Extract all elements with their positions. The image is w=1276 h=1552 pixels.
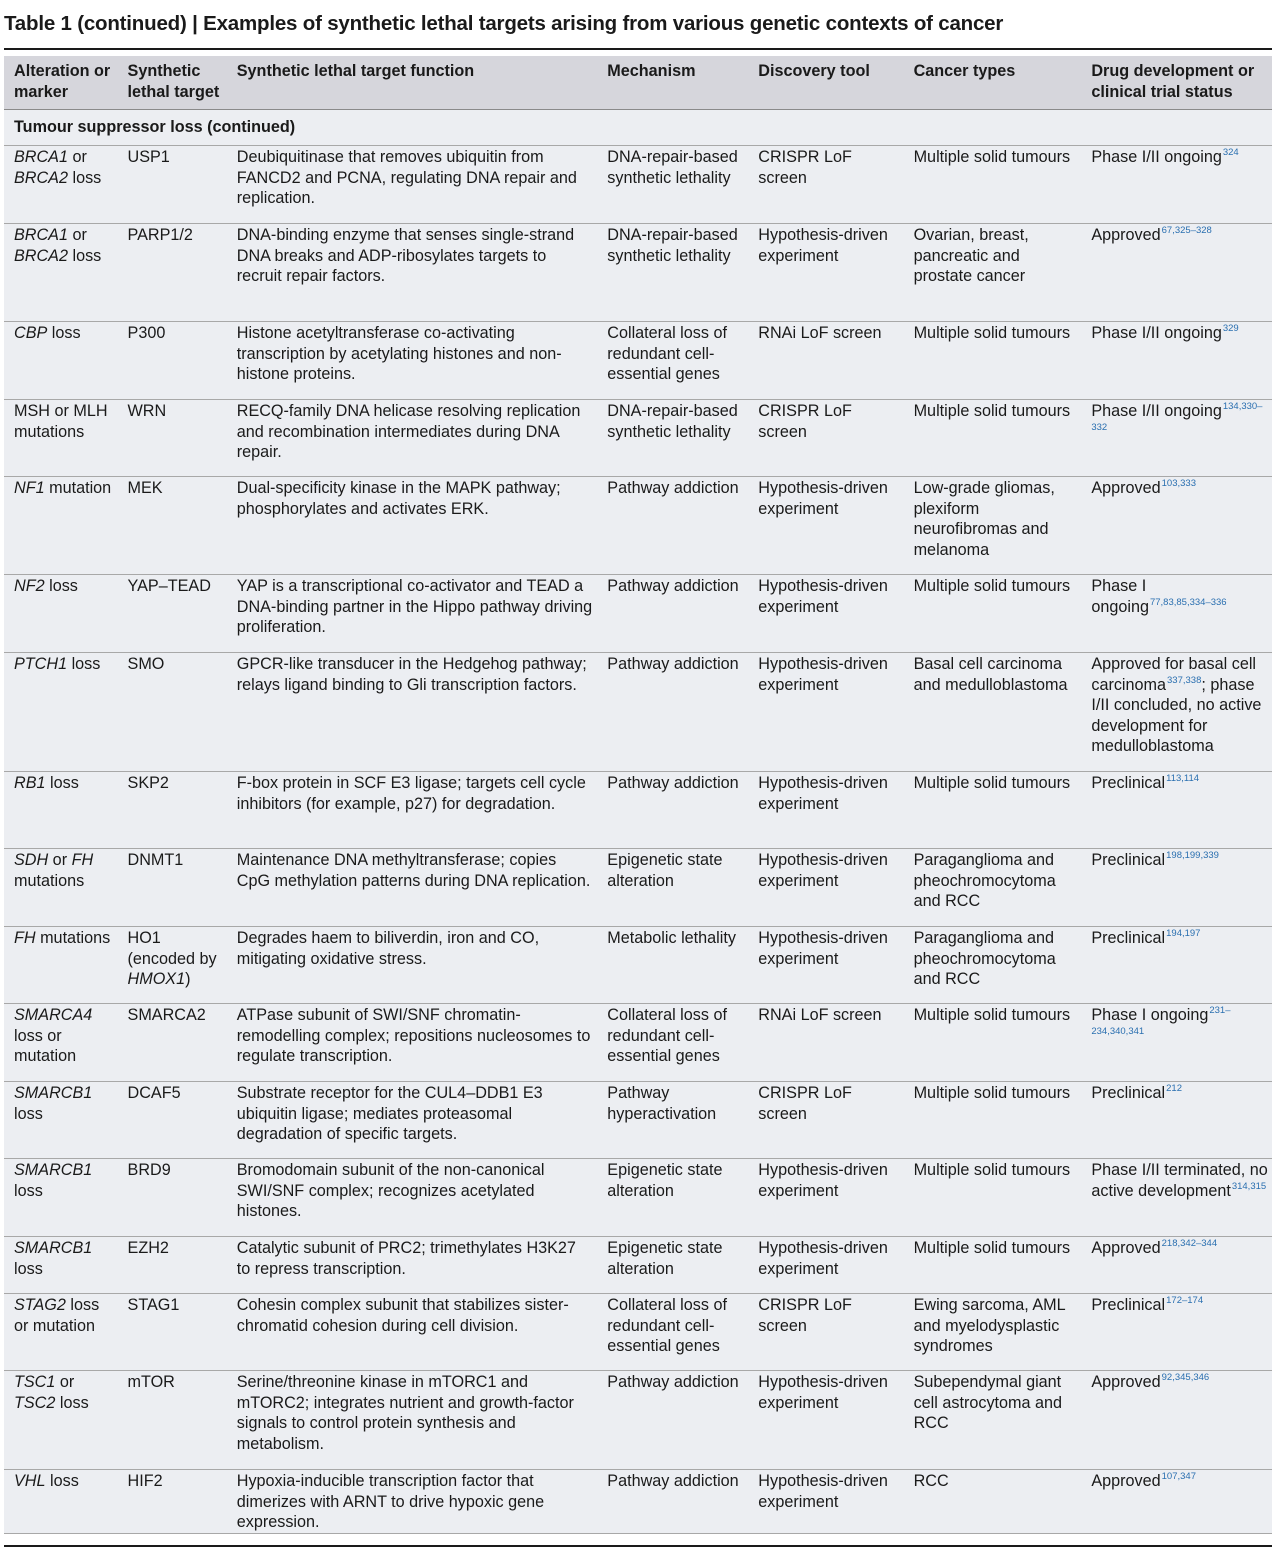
cell-alteration: [4, 1004, 118, 1082]
cell-discovery-tool-text: Hypothesis-driven experiment: [758, 226, 888, 265]
cell-target-text: PARP1/2: [127, 226, 193, 244]
cell-function: [227, 653, 598, 772]
cell-target-text: YAP–TEAD: [127, 577, 211, 595]
status-text: Approved: [1091, 226, 1161, 244]
cell-mechanism-text: DNA-repair-based synthetic lethality: [607, 148, 738, 187]
cell-target: [118, 146, 227, 224]
table-body: [4, 110, 1272, 1534]
table-row: [4, 224, 1272, 322]
status-text: Phase I ongoing: [1091, 1006, 1209, 1024]
cell-discovery-tool-text: CRISPR LoF screen: [758, 148, 852, 187]
cell-alteration: [4, 1237, 118, 1294]
cell-cancer-types-text: Multiple solid tumours: [913, 1161, 1071, 1179]
cell-discovery-tool: [748, 1159, 903, 1237]
cell-alteration: [4, 927, 118, 1004]
table-row: [4, 322, 1272, 400]
status-text: Approved: [1091, 1472, 1161, 1490]
cell-discovery-tool: [748, 772, 903, 849]
cell-discovery-tool-text: Hypothesis-driven experiment: [758, 1239, 888, 1278]
cell-function: [227, 477, 598, 575]
cell-discovery-tool-text: RNAi LoF screen: [758, 1006, 882, 1024]
cell-cancer-types: [904, 400, 1082, 477]
cell-alteration: [4, 146, 118, 224]
cell-status: [1081, 1294, 1272, 1371]
table-row: [4, 146, 1272, 224]
cell-alteration-text: SDH or FH mutations: [14, 851, 94, 890]
status-text: Phase I/II terminated, no active development: [1091, 1161, 1268, 1200]
cell-alteration: [4, 772, 118, 849]
table-row: [4, 849, 1272, 927]
cell-status: [1081, 1470, 1272, 1534]
cell-status: [1081, 1159, 1272, 1237]
cell-mechanism-text: Pathway addiction: [607, 774, 739, 792]
cell-cancer-types-text: Subependymal giant cell astrocytoma and RCC: [913, 1373, 1063, 1433]
cell-mechanism: [597, 1159, 748, 1237]
table-row: [4, 575, 1272, 653]
reference-link[interactable]: 218,342–344: [1161, 1238, 1218, 1249]
cell-alteration-text: STAG2 loss or mutation: [14, 1296, 100, 1335]
cell-function: [227, 1294, 598, 1371]
status-text: Approved: [1091, 479, 1161, 497]
cell-function-text: Dual-specificity kinase in the MAPK pathway; phosphorylates and activates ERK.: [236, 479, 561, 518]
cell-target: [118, 849, 227, 927]
col-header-mechanism: Mechanism: [597, 56, 748, 110]
status-text: Phase I/II ongoing: [1091, 324, 1222, 342]
cell-mechanism-text: Collateral loss of redundant cell-essential genes: [607, 324, 727, 384]
reference-link[interactable]: 198,199,339: [1166, 850, 1219, 861]
cell-target-text: HIF2: [127, 1472, 163, 1490]
cell-function: [227, 322, 598, 400]
cell-function-text: ATPase subunit of SWI/SNF chromatin-remodelling complex; repositions nucleosomes to regulate transcription.: [236, 1006, 591, 1066]
cell-discovery-tool: [748, 1371, 903, 1470]
cell-mechanism: [597, 1004, 748, 1082]
cell-mechanism-text: DNA-repair-based synthetic lethality: [607, 226, 738, 265]
cell-target: [118, 927, 227, 1004]
cell-cancer-types-text: Multiple solid tumours: [913, 324, 1071, 342]
reference-link[interactable]: 107,347: [1161, 1471, 1196, 1482]
cell-alteration-text: SMARCB1 loss: [14, 1084, 93, 1123]
cell-alteration-text: NF2 loss: [14, 577, 78, 595]
cell-function-text: Substrate receptor for the CUL4–DDB1 E3 ubiquitin ligase; mediates proteasomal degradation of specific targets.: [236, 1084, 543, 1144]
status-text: Phase I/II ongoing: [1091, 402, 1222, 420]
cell-discovery-tool: [748, 1294, 903, 1371]
cell-mechanism: [597, 1082, 748, 1159]
cell-discovery-tool: [748, 146, 903, 224]
cell-alteration-text: VHL loss: [14, 1472, 79, 1490]
cell-target-text: SMARCA2: [127, 1006, 206, 1024]
cell-function: [227, 1004, 598, 1082]
cell-function-text: RECQ-family DNA helicase resolving replication and recombination intermediates during DNA repair.: [236, 402, 581, 462]
cell-alteration-text: MSH or MLH mutations: [14, 402, 108, 441]
cell-target-text: HO1 (encoded by HMOX1): [127, 929, 217, 989]
reference-link[interactable]: 329: [1222, 323, 1239, 334]
cell-function-text: Maintenance DNA methyltransferase; copies CpG methylation patterns during DNA replication.: [236, 851, 591, 890]
cell-alteration: [4, 1470, 118, 1534]
cell-mechanism: [597, 653, 748, 772]
cell-function-text: Cohesin complex subunit that stabilizes sister-chromatid cohesion during cell division.: [236, 1296, 569, 1335]
cell-alteration: [4, 653, 118, 772]
reference-link[interactable]: 77,83,85,334–336: [1149, 596, 1227, 608]
cell-discovery-tool: [748, 1082, 903, 1159]
cell-cancer-types: [904, 224, 1082, 322]
cell-mechanism: [597, 849, 748, 927]
cell-alteration-text: SMARCA4 loss or mutation: [14, 1006, 93, 1066]
cell-function-text: Catalytic subunit of PRC2; trimethylates H3K27 to repress transcription.: [236, 1239, 576, 1278]
col-header-cancer-types: Cancer types: [904, 56, 1082, 110]
cell-cancer-types-text: Ewing sarcoma, AML and myelodysplastic syndromes: [913, 1296, 1066, 1356]
cell-cancer-types: [904, 146, 1082, 224]
cell-target: [118, 1159, 227, 1237]
cell-mechanism-text: DNA-repair-based synthetic lethality: [607, 402, 738, 441]
cell-discovery-tool: [748, 224, 903, 322]
cell-discovery-tool-text: Hypothesis-driven experiment: [758, 479, 888, 518]
cell-mechanism: [597, 146, 748, 224]
cell-function-text: Serine/threonine kinase in mTORC1 and mTORC2; integrates nutrient and growth-factor signals to control protein synthesis and metabolism.: [236, 1373, 574, 1453]
reference-link[interactable]: 337,338: [1167, 674, 1202, 686]
status-text: Phase I/II ongoing: [1091, 148, 1222, 166]
table-row: [4, 1004, 1272, 1082]
status-text: Approved: [1091, 1373, 1161, 1391]
cell-cancer-types: [904, 927, 1082, 1004]
cell-mechanism-text: Epigenetic state alteration: [607, 1161, 723, 1200]
cell-cancer-types: [904, 322, 1082, 400]
cell-mechanism-text: Pathway addiction: [607, 1373, 739, 1391]
cell-function-text: F-box protein in SCF E3 ligase; targets cell cycle inhibitors (for example, p27) for degradation.: [236, 774, 586, 813]
cell-target-text: DCAF5: [127, 1084, 181, 1102]
cell-discovery-tool: [748, 927, 903, 1004]
cell-mechanism: [597, 224, 748, 322]
cell-function-text: Deubiquitinase that removes ubiquitin from FANCD2 and PCNA, regulating DNA repair and replication.: [236, 148, 577, 208]
table-row: [4, 1237, 1272, 1294]
cell-alteration-text: CBP loss: [14, 324, 81, 342]
cell-cancer-types-text: RCC: [913, 1472, 949, 1490]
cell-mechanism-text: Epigenetic state alteration: [607, 1239, 723, 1278]
cell-target-text: SKP2: [127, 774, 169, 792]
title-rule: [4, 48, 1272, 50]
reference-link[interactable]: 67,325–328: [1161, 225, 1212, 236]
cell-alteration-text: BRCA1 or BRCA2 loss: [14, 226, 102, 265]
section-label: Tumour suppressor loss (continued): [4, 110, 1272, 146]
cell-alteration: [4, 224, 118, 322]
cell-function: [227, 1082, 598, 1159]
cell-mechanism: [597, 477, 748, 575]
cell-discovery-tool-text: Hypothesis-driven experiment: [758, 1472, 888, 1511]
cell-function-text: Degrades haem to biliverdin, iron and CO, mitigating oxidative stress.: [236, 929, 540, 968]
cell-discovery-tool: [748, 477, 903, 575]
col-header-target: Synthetic lethal target: [118, 56, 227, 110]
status-text: Preclinical: [1091, 774, 1166, 792]
table-title: Table 1 (continued) | Examples of synthetic lethal targets arising from various genetic contexts of cancer: [4, 12, 1004, 35]
cell-alteration: [4, 1159, 118, 1237]
cell-status: [1081, 224, 1272, 322]
cell-mechanism: [597, 400, 748, 477]
cell-function: [227, 224, 598, 322]
cell-mechanism-text: Pathway hyperactivation: [607, 1084, 717, 1123]
cell-target-text: WRN: [127, 402, 167, 420]
cell-discovery-tool: [748, 653, 903, 772]
cell-alteration: [4, 575, 118, 653]
cell-discovery-tool-text: RNAi LoF screen: [758, 324, 882, 342]
table-header-row: [4, 56, 1272, 110]
cell-discovery-tool-text: Hypothesis-driven experiment: [758, 1161, 888, 1200]
table-row: [4, 772, 1272, 849]
reference-link[interactable]: 103,333: [1161, 478, 1196, 489]
cell-status: [1081, 575, 1272, 653]
cell-mechanism: [597, 1470, 748, 1534]
status-text: Preclinical: [1091, 929, 1166, 947]
cell-mechanism-text: Metabolic lethality: [607, 929, 736, 947]
status-text: Approved for basal cell carcinoma: [1091, 655, 1257, 694]
cell-target: [118, 575, 227, 653]
cell-status: [1081, 146, 1272, 224]
cell-alteration: [4, 1371, 118, 1470]
cell-alteration-text: SMARCB1 loss: [14, 1239, 93, 1278]
cell-alteration-text: TSC1 or TSC2 loss: [14, 1373, 89, 1412]
cell-alteration: [4, 1294, 118, 1371]
table-row: [4, 400, 1272, 477]
cell-discovery-tool: [748, 400, 903, 477]
table-row: [4, 927, 1272, 1004]
cell-status: [1081, 927, 1272, 1004]
cell-mechanism-text: Collateral loss of redundant cell-essential genes: [607, 1006, 727, 1066]
cell-discovery-tool-text: Hypothesis-driven experiment: [758, 851, 888, 890]
cell-function-text: Histone acetyltransferase co-activating transcription by acetylating histones and non-histone proteins.: [236, 324, 562, 384]
cell-cancer-types-text: Multiple solid tumours: [913, 1084, 1071, 1102]
cell-discovery-tool-text: Hypothesis-driven experiment: [758, 655, 888, 694]
cell-mechanism: [597, 1294, 748, 1371]
cell-discovery-tool-text: CRISPR LoF screen: [758, 402, 852, 441]
cell-target-text: USP1: [127, 148, 170, 166]
cell-target-text: STAG1: [127, 1296, 180, 1314]
cell-alteration-text: FH mutations: [14, 929, 111, 947]
cell-function-text: Bromodomain subunit of the non-canonical SWI/SNF complex; recognizes acetylated histones.: [236, 1161, 545, 1221]
cell-mechanism-text: Pathway addiction: [607, 577, 739, 595]
cell-function-text: DNA-binding enzyme that senses single-strand DNA breaks and ADP-ribosylates targets to recruit repair factors.: [236, 226, 575, 286]
cell-alteration-text: SMARCB1 loss: [14, 1161, 93, 1200]
cell-target: [118, 1237, 227, 1294]
reference-link[interactable]: 113,114: [1166, 773, 1200, 784]
cell-cancer-types-text: Multiple solid tumours: [913, 1006, 1071, 1024]
cell-target: [118, 1082, 227, 1159]
cell-target: [118, 772, 227, 849]
cell-target: [118, 1470, 227, 1534]
cell-cancer-types-text: Basal cell carcinoma and medulloblastoma: [913, 655, 1068, 694]
reference-link[interactable]: 212: [1166, 1083, 1182, 1094]
status-text: Preclinical: [1091, 1296, 1166, 1314]
cell-cancer-types-text: Multiple solid tumours: [913, 148, 1071, 166]
reference-link[interactable]: 172–174: [1166, 1295, 1204, 1306]
cell-target: [118, 322, 227, 400]
cell-mechanism-text: Pathway addiction: [607, 655, 739, 673]
cell-cancer-types-text: Ovarian, breast, pancreatic and prostate cancer: [913, 226, 1029, 286]
cell-target-text: EZH2: [127, 1239, 169, 1257]
reference-link[interactable]: 92,345,346: [1161, 1372, 1210, 1383]
cell-function: [227, 849, 598, 927]
cell-discovery-tool-text: Hypothesis-driven experiment: [758, 577, 888, 616]
cell-mechanism: [597, 322, 748, 400]
cell-target-text: P300: [127, 324, 166, 342]
reference-link[interactable]: 194,197: [1166, 928, 1201, 939]
cell-mechanism-text: Pathway addiction: [607, 479, 739, 497]
reference-link[interactable]: 231–234,340,341: [1091, 1005, 1231, 1037]
cell-cancer-types: [904, 477, 1082, 575]
cell-status: [1081, 400, 1272, 477]
cell-cancer-types: [904, 1237, 1082, 1294]
cell-discovery-tool: [748, 1237, 903, 1294]
cell-discovery-tool-text: CRISPR LoF screen: [758, 1084, 852, 1123]
cell-target: [118, 1294, 227, 1371]
reference-link[interactable]: 324: [1222, 147, 1239, 158]
cell-target: [118, 1371, 227, 1470]
status-text: Approved: [1091, 1239, 1161, 1257]
cell-mechanism: [597, 575, 748, 653]
cell-target-text: BRD9: [127, 1161, 171, 1179]
cell-cancer-types-text: Paraganglioma and pheochromocytoma and RCC: [913, 851, 1056, 911]
cell-status: [1081, 1004, 1272, 1082]
table-row: [4, 1371, 1272, 1470]
cell-cancer-types: [904, 772, 1082, 849]
table-row: [4, 1294, 1272, 1371]
cell-target-text: MEK: [127, 479, 163, 497]
cell-cancer-types: [904, 1159, 1082, 1237]
cell-function-text: YAP is a transcriptional co-activator and TEAD a DNA-binding partner in the Hippo pathway driving proliferation.: [236, 577, 593, 637]
cell-function: [227, 575, 598, 653]
cell-alteration: [4, 322, 118, 400]
cell-cancer-types-text: Multiple solid tumours: [913, 577, 1071, 595]
cell-target-text: SMO: [127, 655, 165, 673]
cell-mechanism-text: Pathway addiction: [607, 1472, 739, 1490]
cell-cancer-types: [904, 1470, 1082, 1534]
cell-alteration: [4, 400, 118, 477]
cell-alteration-text: NF1 mutation: [14, 479, 112, 497]
cell-status: [1081, 1371, 1272, 1470]
cell-cancer-types: [904, 1371, 1082, 1470]
cell-target-text: mTOR: [127, 1373, 175, 1391]
cell-discovery-tool-text: Hypothesis-driven experiment: [758, 1373, 888, 1412]
cell-target: [118, 477, 227, 575]
cell-alteration: [4, 849, 118, 927]
cell-discovery-tool-text: CRISPR LoF screen: [758, 1296, 852, 1335]
cell-function-text: Hypoxia-inducible transcription factor that dimerizes with ARNT to drive hypoxic gene expression.: [236, 1472, 545, 1532]
status-text: Preclinical: [1091, 851, 1166, 869]
cell-mechanism-text: Collateral loss of redundant cell-essential genes: [607, 1296, 727, 1356]
cell-discovery-tool: [748, 1004, 903, 1082]
cell-cancer-types: [904, 1294, 1082, 1371]
cell-discovery-tool-text: Hypothesis-driven experiment: [758, 774, 888, 813]
cell-status: [1081, 849, 1272, 927]
cell-function: [227, 146, 598, 224]
col-header-function: Synthetic lethal target function: [227, 56, 598, 110]
cell-status: [1081, 772, 1272, 849]
cell-discovery-tool-text: Hypothesis-driven experiment: [758, 929, 888, 968]
status-text-continued: ; phase I/II concluded, no active development for medulloblastoma: [1091, 675, 1262, 756]
table-row: [4, 1470, 1272, 1534]
cell-alteration-text: RB1 loss: [14, 774, 79, 792]
cell-alteration-text: BRCA1 or BRCA2 loss: [14, 148, 102, 187]
table-bottom-rule: [4, 1545, 1272, 1547]
cell-status: [1081, 322, 1272, 400]
cell-function: [227, 400, 598, 477]
table-row: [4, 653, 1272, 772]
cell-target-text: DNMT1: [127, 851, 184, 869]
cell-function: [227, 1237, 598, 1294]
cell-cancer-types: [904, 849, 1082, 927]
cell-function: [227, 927, 598, 1004]
cell-target: [118, 1004, 227, 1082]
cell-target: [118, 400, 227, 477]
cell-mechanism: [597, 927, 748, 1004]
cell-discovery-tool: [748, 1470, 903, 1534]
cell-target: [118, 224, 227, 322]
cell-mechanism-text: Epigenetic state alteration: [607, 851, 723, 890]
table-row: [4, 1159, 1272, 1237]
status-text: Phase I ongoing: [1091, 577, 1149, 616]
reference-link[interactable]: 314,315: [1231, 1180, 1267, 1192]
cell-status: [1081, 653, 1272, 772]
col-header-alteration: Alteration or marker: [4, 56, 118, 110]
cell-status: [1081, 477, 1272, 575]
cell-alteration: [4, 1082, 118, 1159]
section-row: [4, 110, 1272, 146]
cell-cancer-types-text: Multiple solid tumours: [913, 774, 1071, 792]
col-header-discovery-tool: Discovery tool: [748, 56, 903, 110]
cell-alteration-text: PTCH1 loss: [14, 655, 101, 673]
cell-cancer-types-text: Paraganglioma and pheochromocytoma and RCC: [913, 929, 1056, 989]
cell-mechanism: [597, 772, 748, 849]
cell-status: [1081, 1082, 1272, 1159]
cell-alteration: [4, 477, 118, 575]
cell-cancer-types: [904, 575, 1082, 653]
table-row: [4, 1082, 1272, 1159]
cell-mechanism: [597, 1371, 748, 1470]
cell-cancer-types: [904, 1082, 1082, 1159]
table-row: [4, 477, 1272, 575]
cell-function: [227, 1159, 598, 1237]
cell-cancer-types: [904, 1004, 1082, 1082]
col-header-status: Drug development or clinical trial status: [1081, 56, 1272, 110]
cell-status: [1081, 1237, 1272, 1294]
cell-function: [227, 1371, 598, 1470]
cell-function: [227, 772, 598, 849]
cell-discovery-tool: [748, 575, 903, 653]
synthetic-lethal-table: [4, 56, 1272, 1534]
cell-function-text: GPCR-like transducer in the Hedgehog pathway; relays ligand binding to Gli transcription factors.: [236, 655, 587, 694]
cell-function: [227, 1470, 598, 1534]
cell-discovery-tool: [748, 849, 903, 927]
cell-cancer-types-text: Low-grade gliomas, plexiform neurofibromas and melanoma: [913, 479, 1055, 559]
cell-cancer-types: [904, 653, 1082, 772]
cell-cancer-types-text: Multiple solid tumours: [913, 1239, 1071, 1257]
reference-link[interactable]: 134,330–332: [1091, 401, 1263, 433]
cell-cancer-types-text: Multiple solid tumours: [913, 402, 1071, 420]
status-text: Preclinical: [1091, 1084, 1166, 1102]
cell-target: [118, 653, 227, 772]
cell-discovery-tool: [748, 322, 903, 400]
cell-mechanism: [597, 1237, 748, 1294]
